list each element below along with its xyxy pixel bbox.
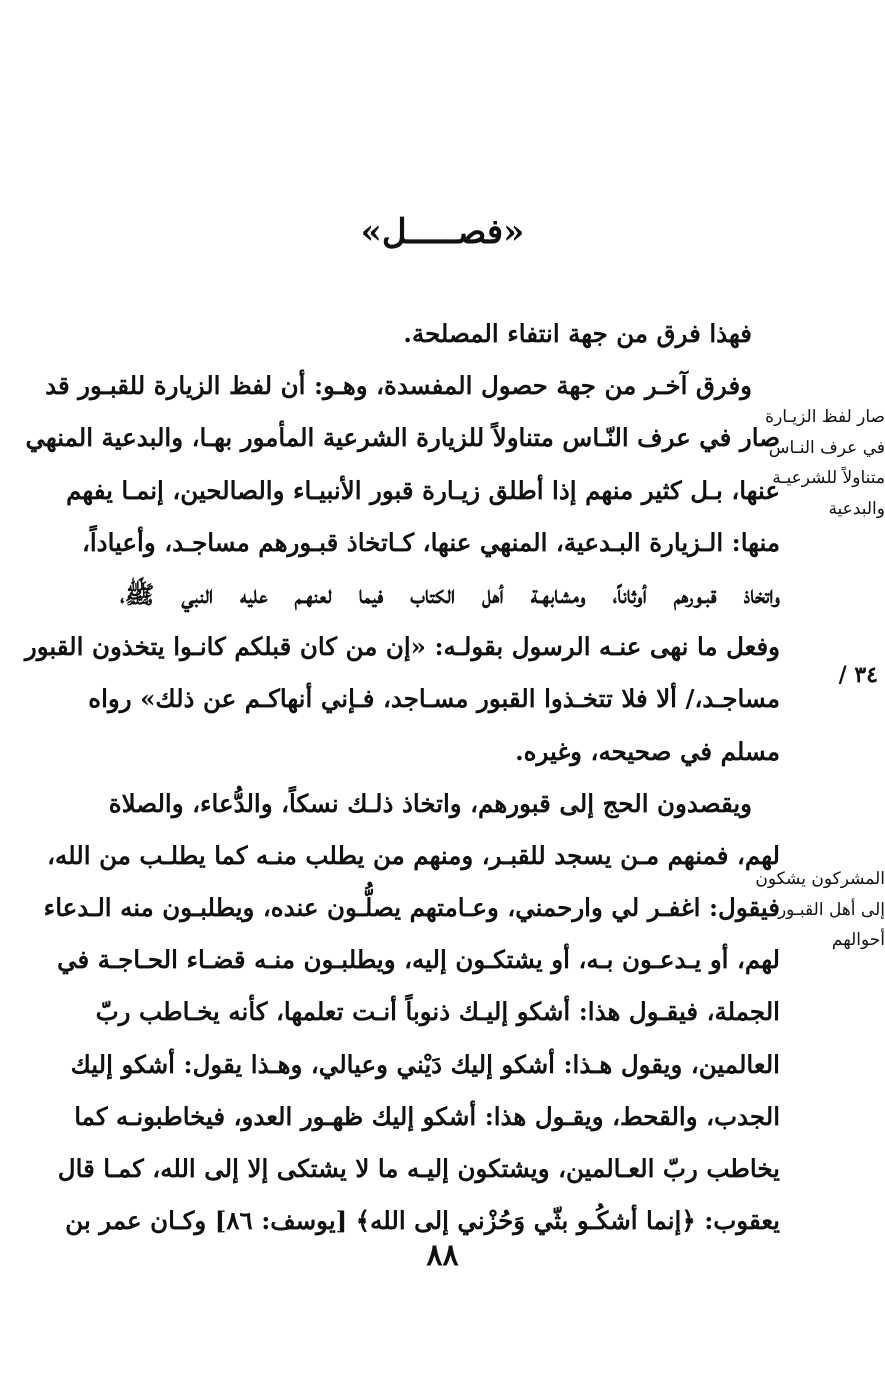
text-line: فهذا فرق من جهة انتفاء المصلحة.	[403, 319, 752, 348]
text-line: عنها، بـل كثير منهم إذا أطلق زيـارة قبور الأنبيـاء والصالحين، إنمـا يفهم	[66, 475, 780, 505]
text-line: منها: الـزيارة البـدعية، المنهي عنها، كـاتخاذ قبـورهم مساجـد، وأعياداً،	[81, 527, 780, 557]
margin-note-visitation	[765, 402, 885, 524]
margin-note-line: المشركون يشكون	[755, 869, 885, 889]
text-line: ويقصدون الحج إلى قبورهم، واتخاذ ذلـك نسكاً، والدُّعاء، والصلاة	[108, 788, 752, 818]
margin-note-line: أحوالهم	[831, 930, 885, 950]
margin-note-line: إلى أهل القبـور	[777, 899, 885, 920]
text-line: لهم، أو يـدعـون بـه، أو يشتكـون إليه، ويطلبـون منـه قضـاء الحـاجـة في	[57, 945, 780, 975]
text-line: الجدب، والقحط، ويقـول هذا: أشكو إليك ظهـور العدو، فيخاطبونـه كما	[74, 1101, 780, 1131]
text-line: لهم، فمنهم مـن يسجد للقبـر، ومنهم من يطلب منـه كما يطلـب من الله،	[47, 840, 780, 870]
text-line: صار في عرف النّـاس متناولاً للزيارة الشرعية المأمور بهـا، والبدعية المنهي	[25, 423, 780, 453]
text-line: الجملة، فيقـول هذا: أشكو إليـك ذنوباً أنـت تعلمها، كأنه يخـاطب ربّ	[95, 997, 780, 1027]
text-line: واتخاذ قبـورهم أوثاناً، ومشابهـة أهل الكتاب فيما لعنهـم عليه النبي ﷺ،	[120, 579, 780, 609]
text-line: وفرق آخـر من جهة حصول المفسدة، وهـو: أن لفظ الزيارة للقبـور قد	[45, 371, 752, 401]
body-text	[24, 308, 780, 1247]
page-number: ٨٨	[426, 1238, 459, 1273]
margin-note-complaints	[755, 864, 885, 956]
text-line: فيقول: اغفـر لي وارحمني، وعـامتهم يصلُّـون عنده، ويطلبـون منه الـدعاء	[43, 893, 780, 923]
text-line: يخاطب ربّ العـالمين، ويشتكون إليـه ما لا يشتكى إلا إلى الله، كمـا قال	[57, 1154, 780, 1183]
margin-note-line: في عرف النـاس	[768, 437, 885, 458]
section-heading: «فصـــــل»	[360, 212, 525, 252]
margin-note-line: والبدعية	[828, 498, 885, 519]
text-line: يعقوب: ﴿إنما أشكُـو بثّي وَحُزْني إلى الله﴾ [يوسف: ٨٦] وكـان عمر بن	[65, 1206, 780, 1236]
margin-note-line: صار لفظ الزيـارة	[765, 407, 885, 427]
text-line: مساجـد،/ ألا فلا تتخـذوا القبور مسـاجد، فـإني أنهاكـم عن ذلك» رواه	[88, 684, 780, 714]
text-line: مسلم في صحيحه، وغيره.	[515, 736, 780, 766]
page-marker: ٣٤ /	[838, 662, 878, 688]
text-line: وفعل ما نهى عنـه الرسول بقولـه: «إن من كان قبلكم كانـوا يتخذون القبور	[24, 632, 780, 662]
text-line: العالمين، ويقول هـذا: أشكو إليك دَيْني وعيالي، وهـذا يقول: أشكو إليك	[70, 1049, 780, 1079]
margin-note-line: متناولاً للشرعيـة	[772, 468, 885, 488]
